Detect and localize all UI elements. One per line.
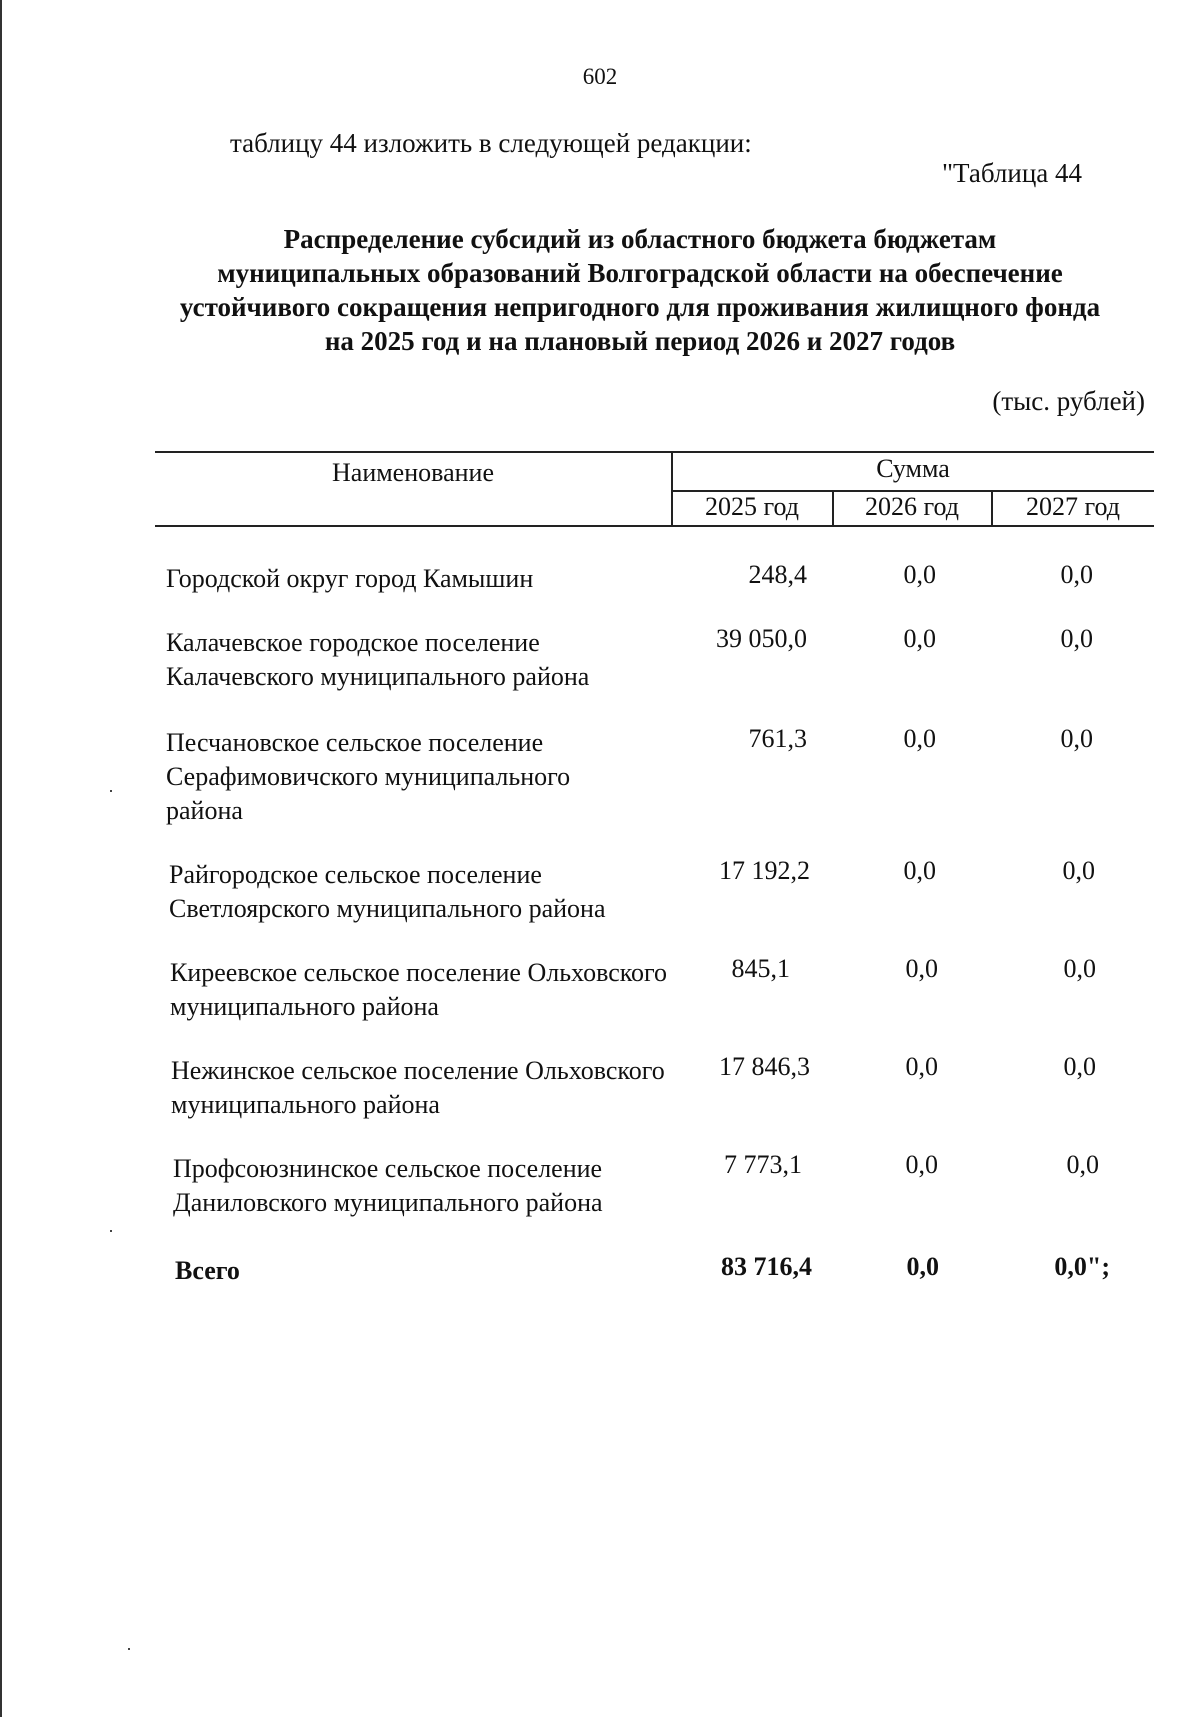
page-number: 602 <box>582 64 618 89</box>
total-2026: 0,0 <box>906 1252 939 1281</box>
value-2027: 0,0 <box>1060 724 1093 753</box>
value-2027: 0,0 <box>1060 624 1093 653</box>
value-2026: 0,0 <box>903 560 936 589</box>
value-2025: 17 192,2 <box>719 856 810 885</box>
header-year: 2025 год <box>705 492 799 521</box>
header-name: Наименование <box>332 458 494 487</box>
title-line: муниципальных образований Волгоградской области на обеспечение <box>217 258 1063 288</box>
header-bottom-rule <box>155 525 1154 527</box>
value-2025: 761,3 <box>748 724 807 753</box>
value-2027: 0,0 <box>1062 856 1095 885</box>
header-sum: Сумма <box>876 454 950 483</box>
municipality-name: Райгородское сельское поселение Светлоярского муниципального района <box>169 860 606 923</box>
value-2027: 0,0 <box>1060 560 1093 589</box>
header-year: 2027 год <box>1026 492 1120 521</box>
total-2027: 0,0"; <box>1054 1252 1110 1281</box>
value-2027: 0,0 <box>1063 1052 1096 1081</box>
value-2026: 0,0 <box>903 624 936 653</box>
value-2027: 0,0 <box>1066 1150 1099 1179</box>
municipality-name: Нежинское сельское поселение Ольховского муниципального района <box>171 1056 665 1119</box>
value-2026: 0,0 <box>903 724 936 753</box>
header-year: 2026 год <box>865 492 959 521</box>
scan-edge-line <box>0 0 2 1717</box>
value-2026: 0,0 <box>905 1150 938 1179</box>
value-2027: 0,0 <box>1063 954 1096 983</box>
municipality-name: Городской округ город Камышин <box>166 564 534 593</box>
municipality-name: Песчановское сельское поселение Серафимовичского муниципального района <box>166 728 571 825</box>
value-2025: 248,4 <box>748 560 807 589</box>
value-2025: 39 050,0 <box>716 624 807 653</box>
total-2025: 83 716,4 <box>721 1252 812 1281</box>
document-title <box>140 222 1140 358</box>
value-2026: 0,0 <box>905 1052 938 1081</box>
title-line: Распределение субсидий из областного бюджета бюджетам <box>283 224 997 254</box>
municipality-name: Киреевское сельское поселение Ольховского муниципального района <box>170 958 668 1021</box>
value-2026: 0,0 <box>905 954 938 983</box>
title-line: на 2025 год и на плановый период 2026 и 2027 годов <box>324 326 956 356</box>
value-2025: 845,1 <box>731 954 790 983</box>
municipality-name: Профсоюзнинское сельское поселение Даниловского муниципального района <box>173 1154 603 1217</box>
scan-dot <box>110 1230 112 1232</box>
header-top-rule <box>155 451 1154 453</box>
value-2025: 17 846,3 <box>719 1052 810 1081</box>
units-label: (тыс. рублей) <box>992 386 1145 416</box>
municipality-name: Калачевское городское поселение Калачевского муниципального района <box>166 628 590 691</box>
scan-dot <box>128 1648 130 1650</box>
scan-dot <box>110 790 112 792</box>
value-2026: 0,0 <box>903 856 936 885</box>
total-label: Всего <box>175 1256 240 1285</box>
table-reference: "Таблица 44 <box>942 158 1082 188</box>
intro-text: таблицу 44 изложить в следующей редакции: <box>230 128 752 158</box>
value-2025: 7 773,1 <box>724 1150 802 1179</box>
title-line: устойчивого сокращения непригодного для проживания жилищного фонда <box>179 292 1101 322</box>
